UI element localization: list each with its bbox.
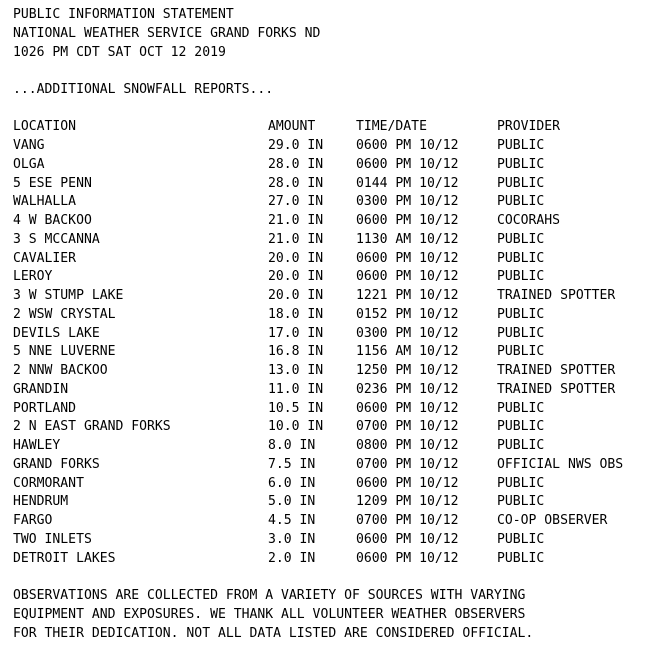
cell-amount: 11.0 IN (268, 381, 324, 397)
cell-provider: PUBLIC (497, 325, 545, 341)
cell-amount: 28.0 IN (268, 156, 324, 172)
cell-time-date: 0600 PM 10/12 (356, 475, 459, 491)
section-title: ...ADDITIONAL SNOWFALL REPORTS... (13, 82, 274, 97)
cell-location: DETROIT LAKES (13, 550, 116, 566)
cell-time-date: 0600 PM 10/12 (356, 213, 459, 228)
cell-location: PORTLAND (13, 400, 77, 416)
cell-time-date: 1250 PM 10/12 (356, 363, 459, 378)
cell-time-date: 0600 PM 10/12 (356, 400, 459, 416)
cell-provider: TRAINED SPOTTER (497, 381, 616, 397)
cell-amount: 5.0 IN (268, 494, 316, 510)
cell-location: HENDRUM (13, 494, 69, 510)
cell-time-date: 0700 PM 10/12 (356, 419, 459, 435)
cell-amount: 10.5 IN (268, 400, 324, 416)
cell-time-date: 0236 PM 10/12 (356, 381, 459, 397)
cell-provider: PUBLIC (497, 231, 545, 247)
cell-time-date: 1209 PM 10/12 (356, 494, 459, 510)
footer-line-1: OBSERVATIONS ARE COLLECTED FROM A VARIETY OF SOURCES WITH VARYING (13, 588, 526, 603)
column-header-amount: AMOUNT (268, 119, 316, 134)
statement-title: PUBLIC INFORMATION STATEMENT (13, 7, 234, 22)
cell-provider: CO-OP OBSERVER (497, 513, 608, 528)
cell-provider: PUBLIC (497, 400, 545, 416)
column-header-time-date: TIME/DATE (356, 119, 427, 134)
cell-time-date: 0600 PM 10/12 (356, 138, 459, 153)
cell-location: GRANDIN (13, 381, 69, 397)
cell-amount: 6.0 IN (268, 475, 316, 491)
cell-provider: PUBLIC (497, 550, 545, 566)
cell-amount: 4.5 IN (268, 513, 316, 528)
cell-location: TWO INLETS (13, 531, 92, 547)
issue-timestamp: 1026 PM CDT SAT OCT 12 2019 (13, 45, 226, 60)
cell-amount: 3.0 IN (268, 531, 316, 547)
column-header-provider: PROVIDER (497, 119, 561, 134)
cell-time-date: 0600 PM 10/12 (356, 156, 459, 172)
cell-provider: COCORAHS (497, 213, 561, 228)
cell-amount: 21.0 IN (268, 213, 324, 228)
cell-time-date: 0152 PM 10/12 (356, 306, 459, 322)
cell-amount: 8.0 IN (268, 438, 316, 453)
cell-time-date: 0300 PM 10/12 (356, 325, 459, 341)
cell-time-date: 1221 PM 10/12 (356, 288, 459, 303)
column-header-location: LOCATION (13, 119, 77, 134)
cell-amount: 17.0 IN (268, 325, 324, 341)
cell-location: FARGO (13, 513, 53, 528)
cell-location: 5 ESE PENN (13, 175, 92, 191)
cell-location: GRAND FORKS (13, 456, 100, 472)
cell-time-date: 1156 AM 10/12 (356, 344, 459, 360)
cell-amount: 16.8 IN (268, 344, 324, 360)
cell-amount: 10.0 IN (268, 419, 324, 435)
cell-provider: PUBLIC (497, 138, 545, 153)
footer-line-3: FOR THEIR DEDICATION. NOT ALL DATA LISTED ARE CONSIDERED OFFICIAL. (13, 626, 534, 641)
cell-amount: 27.0 IN (268, 194, 324, 210)
cell-location: 3 W STUMP LAKE (13, 288, 124, 303)
cell-provider: PUBLIC (497, 475, 545, 491)
cell-location: 2 NNW BACKOO (13, 363, 108, 378)
cell-provider: PUBLIC (497, 531, 545, 547)
cell-location: CAVALIER (13, 250, 77, 266)
cell-time-date: 0800 PM 10/12 (356, 438, 459, 453)
cell-location: 3 S MCCANNA (13, 231, 100, 247)
cell-amount: 2.0 IN (268, 550, 316, 566)
cell-location: VANG (13, 138, 45, 153)
cell-location: 4 W BACKOO (13, 213, 92, 228)
cell-time-date: 0144 PM 10/12 (356, 175, 459, 191)
cell-amount: 28.0 IN (268, 175, 324, 191)
cell-provider: PUBLIC (497, 175, 545, 191)
footer-line-2: EQUIPMENT AND EXPOSURES. WE THANK ALL VOLUNTEER WEATHER OBSERVERS (13, 607, 526, 622)
cell-provider: PUBLIC (497, 494, 545, 510)
cell-location: HAWLEY (13, 438, 61, 453)
cell-location: CORMORANT (13, 475, 84, 491)
cell-amount: 20.0 IN (268, 288, 324, 303)
cell-provider: PUBLIC (497, 438, 545, 453)
cell-location: DEVILS LAKE (13, 325, 100, 341)
cell-provider: PUBLIC (497, 419, 545, 435)
cell-location: 2 N EAST GRAND FORKS (13, 419, 171, 435)
cell-provider: PUBLIC (497, 344, 545, 360)
cell-amount: 20.0 IN (268, 250, 324, 266)
cell-time-date: 0600 PM 10/12 (356, 550, 459, 566)
cell-provider: PUBLIC (497, 269, 545, 285)
cell-time-date: 0700 PM 10/12 (356, 513, 459, 528)
cell-time-date: 0600 PM 10/12 (356, 250, 459, 266)
cell-time-date: 0700 PM 10/12 (356, 456, 459, 472)
cell-provider: PUBLIC (497, 250, 545, 266)
cell-amount: 13.0 IN (268, 363, 324, 378)
cell-time-date: 1130 AM 10/12 (356, 231, 459, 247)
cell-location: OLGA (13, 156, 45, 172)
cell-location: 5 NNE LUVERNE (13, 344, 116, 360)
cell-amount: 29.0 IN (268, 138, 324, 153)
cell-provider: TRAINED SPOTTER (497, 288, 616, 303)
cell-time-date: 0300 PM 10/12 (356, 194, 459, 210)
cell-provider: PUBLIC (497, 156, 545, 172)
cell-amount: 18.0 IN (268, 306, 324, 322)
cell-time-date: 0600 PM 10/12 (356, 269, 459, 285)
cell-location: WALHALLA (13, 194, 77, 210)
cell-provider: TRAINED SPOTTER (497, 363, 616, 378)
cell-provider: OFFICIAL NWS OBS (497, 456, 624, 472)
cell-amount: 21.0 IN (268, 231, 324, 247)
cell-amount: 7.5 IN (268, 456, 316, 472)
cell-location: 2 WSW CRYSTAL (13, 306, 116, 322)
cell-location: LEROY (13, 269, 53, 285)
table-header-row (13, 117, 561, 136)
cell-provider: PUBLIC (497, 306, 545, 322)
issuing-office: NATIONAL WEATHER SERVICE GRAND FORKS ND (13, 26, 321, 41)
cell-time-date: 0600 PM 10/12 (356, 531, 459, 547)
cell-provider: PUBLIC (497, 194, 545, 210)
cell-amount: 20.0 IN (268, 269, 324, 285)
